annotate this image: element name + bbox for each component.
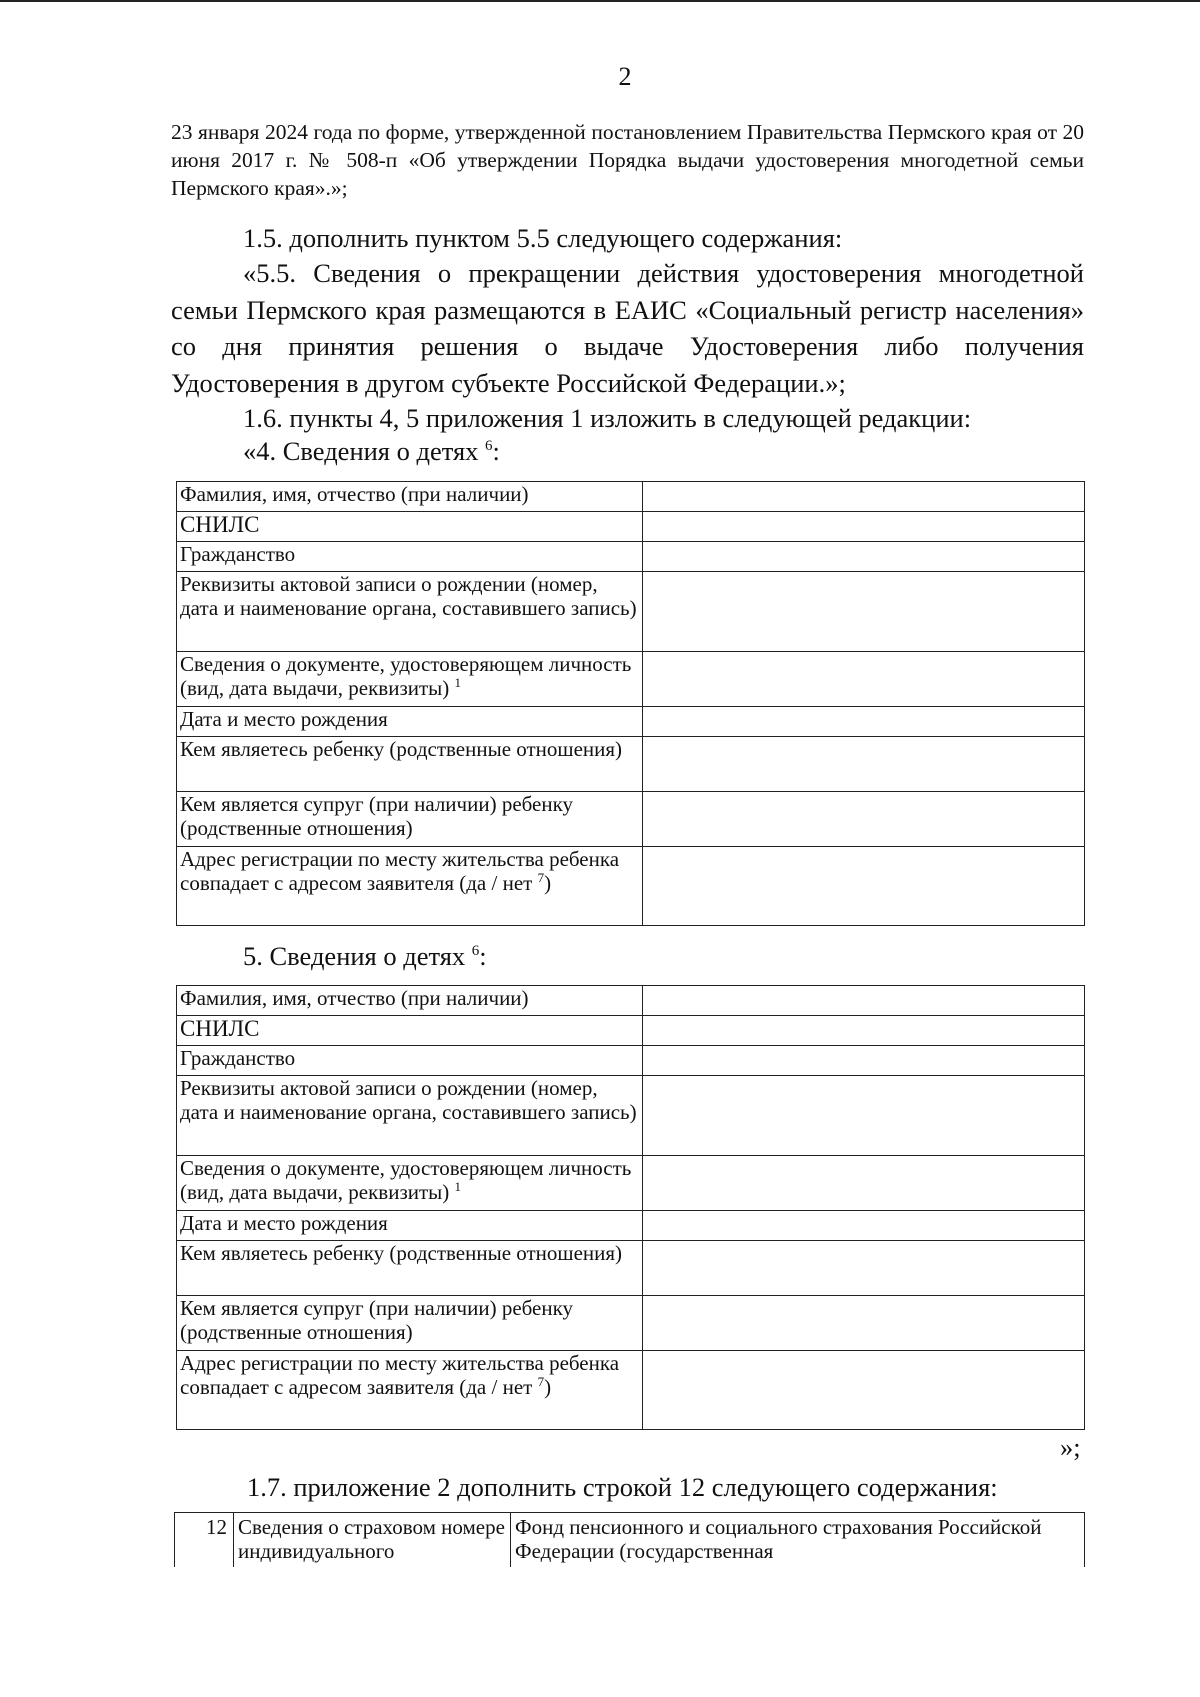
- row-number: 12: [175, 1513, 234, 1567]
- value-cell: [643, 737, 1085, 792]
- row-label: [177, 1156, 643, 1211]
- children-table-4: [176, 481, 1085, 926]
- item-5-5: «5.5. Сведения о прекращении действия удостоверения многодетной семьи Пермского края размещаются в ЕАИС «Социальный регистр населения» со дня принятия решения о выдаче Удостоверения либо получения Удостоверения в другом субъекте Российской Федерации.»;: [171, 258, 1084, 398]
- table-row: [177, 1156, 1085, 1211]
- value-cell: [643, 1211, 1085, 1241]
- row-label-text: Сведения о документе, удостоверяющем личность (вид, дата выдачи, реквизиты): [180, 1156, 632, 1204]
- table-row: [177, 542, 1085, 572]
- value-cell: [643, 986, 1085, 1016]
- row-label: Фамилия, имя, отчество (при наличии): [177, 986, 643, 1016]
- value-cell: [643, 482, 1085, 512]
- row-label-text: Адрес регистрации по месту жительства ребенка совпадает с адресом заявителя (да / нет: [180, 1351, 620, 1399]
- value-cell: [643, 542, 1085, 572]
- section-4-colon: :: [492, 436, 500, 466]
- children-table-5: [176, 985, 1085, 1430]
- table-row: [177, 847, 1085, 926]
- value-cell: [643, 1156, 1085, 1211]
- section-5-title: 5. Сведения о детях: [243, 941, 466, 971]
- row-label: Реквизиты актовой записи о рождении (номер, дата и наименование органа, составившего запись): [177, 572, 643, 652]
- row-label: Гражданство: [177, 1046, 643, 1076]
- appendix-2-row-table: [174, 1512, 1085, 1567]
- table-row: [177, 792, 1085, 847]
- table-row: [177, 572, 1085, 652]
- table-row: [175, 1513, 1085, 1567]
- value-cell: [643, 512, 1085, 542]
- footnote-ref: 1: [454, 674, 462, 690]
- table-row: [177, 1296, 1085, 1351]
- intro-paragraph: 23 января 2024 года по форме, утвержденной постановлением Правительства Пермского края от 20 июня 2017 г. № 508-п «Об утверждении Порядка выдачи удостоверения многодетной семьи Пермского края».»;: [171, 120, 1084, 200]
- value-cell: [643, 1076, 1085, 1156]
- table-row: [177, 512, 1085, 542]
- footnote-ref: 7: [537, 869, 545, 885]
- row-label: Гражданство: [177, 542, 643, 572]
- row-label: [177, 1351, 643, 1430]
- table-row: [177, 1351, 1085, 1430]
- value-cell: [643, 572, 1085, 652]
- table-row: [177, 652, 1085, 707]
- row-label: Фамилия, имя, отчество (при наличии): [177, 482, 643, 512]
- row-label: СНИЛС: [177, 1016, 643, 1046]
- item-1-5: 1.5. дополнить пунктом 5.5 следующего содержания:: [243, 223, 843, 253]
- value-cell: [643, 1016, 1085, 1046]
- row-label: Дата и место рождения: [177, 707, 643, 737]
- row-label: Кем является супруг (при наличии) ребенку (родственные отношения): [177, 792, 643, 847]
- table-row: [177, 986, 1085, 1016]
- value-cell: [643, 707, 1085, 737]
- table-row: [177, 1016, 1085, 1046]
- closing-quote: »;: [1060, 1432, 1081, 1462]
- row-label: СНИЛС: [177, 512, 643, 542]
- row-label-tail: ): [544, 1374, 552, 1399]
- table-row: [177, 737, 1085, 792]
- item-1-7: 1.7. приложение 2 дополнить строкой 12 следующего содержания:: [247, 1472, 998, 1502]
- row-label: Реквизиты актовой записи о рождении (номер, дата и наименование органа, составившего запись): [177, 1076, 643, 1156]
- table-row: [177, 1241, 1085, 1296]
- footnote-ref: 7: [537, 1373, 545, 1389]
- section-4-title: «4. Сведения о детях: [243, 436, 479, 466]
- value-cell: [643, 1351, 1085, 1430]
- table-row: [177, 1211, 1085, 1241]
- page-number: 2: [618, 62, 632, 91]
- row-label-text: Сведения о документе, удостоверяющем личность (вид, дата выдачи, реквизиты): [180, 652, 632, 700]
- section-5-heading: [243, 941, 487, 972]
- section-5-colon: :: [479, 941, 487, 971]
- row-label-text: Адрес регистрации по месту жительства ребенка совпадает с адресом заявителя (да / нет: [180, 847, 620, 895]
- table-row: [177, 707, 1085, 737]
- row-label-tail: ): [544, 870, 552, 895]
- item-1-6: 1.6. пункты 4, 5 приложения 1 изложить в следующей редакции:: [243, 403, 972, 433]
- section-4-heading: [243, 436, 500, 467]
- value-cell: [643, 652, 1085, 707]
- table-row: [177, 1076, 1085, 1156]
- row-label: Дата и место рождения: [177, 1211, 643, 1241]
- row-label: [177, 847, 643, 926]
- scan-top-edge: [0, 0, 1200, 2]
- value-cell: [643, 1296, 1085, 1351]
- value-cell: [643, 1046, 1085, 1076]
- row-label: Кем являетесь ребенку (родственные отношения): [177, 737, 643, 792]
- footnote-ref: 1: [454, 1178, 462, 1194]
- value-cell: [643, 1241, 1085, 1296]
- table-row: [177, 482, 1085, 512]
- value-cell: [643, 847, 1085, 926]
- row-label: Кем являетесь ребенку (родственные отношения): [177, 1241, 643, 1296]
- table-row: [177, 1046, 1085, 1076]
- section-4-footnote-ref: 6: [485, 438, 493, 454]
- row-source: Фонд пенсионного и социального страхования Российской Федерации (государственная: [511, 1513, 1085, 1567]
- row-label: Кем является супруг (при наличии) ребенку (родственные отношения): [177, 1296, 643, 1351]
- section-5-footnote-ref: 6: [471, 943, 480, 959]
- value-cell: [643, 792, 1085, 847]
- row-label: [177, 652, 643, 707]
- row-name: Сведения о страховом номере индивидуального: [234, 1513, 511, 1567]
